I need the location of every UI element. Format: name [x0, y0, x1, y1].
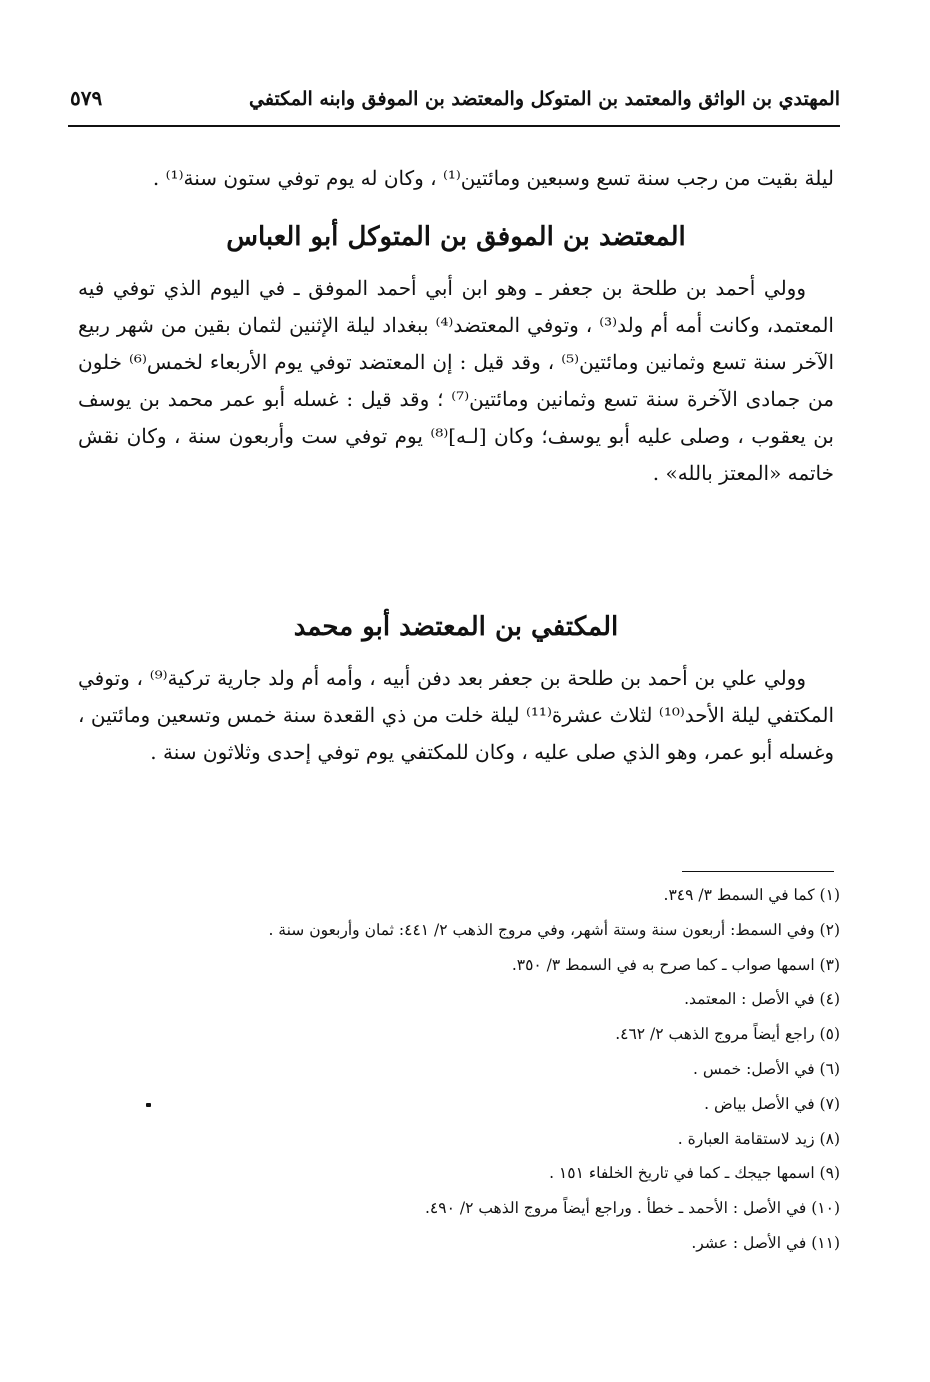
running-title: المهتدي بن الواثق والمعتمد بن المتوكل والمعتضد بن الموفق وابنه المكتفي — [249, 88, 840, 110]
footnote-item: (٤) في الأصل : المعتمد. — [684, 990, 840, 1009]
footnote-item: (١٠) في الأصل : الأحمد ـ خطأ . وراجع أيضاً مروج الذهب ٢/ ٤٩٠. — [424, 1199, 840, 1218]
footnote-item: (٢) وفي السمط: أربعون سنة وستة أشهر، وفي مروج الذهب ٢/ ٤٤١: ثمان وأربعون سنة . — [268, 920, 840, 939]
footnote-item: (٨) زيد لاستقامة العبارة . — [677, 1129, 840, 1148]
header-rule — [68, 125, 840, 127]
section-body-muktafi — [78, 660, 834, 771]
intro-line-block — [78, 160, 834, 197]
footnote-item: (٣) اسمها صواب ـ كما صرح به في السمط ٣/ ٣٥٠. — [511, 955, 840, 974]
footnote-item: (١١) في الأصل : عشر. — [691, 1233, 840, 1252]
footnote-rule — [682, 871, 834, 872]
print-speck — [146, 1103, 151, 1107]
footnotes — [78, 878, 840, 1261]
footnote-item: (٧) في الأصل بياض . — [704, 1094, 840, 1113]
intro-line: ليلة بقيت من رجب سنة تسع وسبعين ومائتين⁽¹⁾ ، وكان له يوم توفي ستون سنة⁽¹⁾ . — [152, 166, 834, 190]
section-title-muktafi: المكتفي بن المعتضد أبو محمد — [293, 612, 619, 642]
footnote-item: (٩) اسمها جيجك ـ كما في تاريخ الخلفاء ١٥١ . — [549, 1164, 840, 1183]
section-body-mutadid — [78, 270, 834, 492]
running-header — [70, 86, 840, 110]
footnote-item: (٦) في الأصل: خمس . — [693, 1059, 840, 1078]
footnote-item: (٥) راجع أيضاً مروج الذهب ٢/ ٤٦٢. — [615, 1025, 840, 1044]
section-title-mutadid: المعتضد بن الموفق بن المتوكل أبو العباس — [226, 222, 686, 252]
paragraph-muktafi: وولي علي بن أحمد بن طلحة بن جعفر بعد دفن أبيه ، وأمه أم ولد جارية تركية⁽⁹⁾ ، وتوفي المكتفي ليلة الأحد⁽¹⁰⁾ لثلاث عشرة⁽¹¹⁾ ليلة خلت من ذي القعدة سنة خمس وتسعين ومائتين ، وغسله أبو عمر، وهو الذي صلى عليه ، وكان للمكتفي يوم توفي إحدى وثلاثون سنة . — [78, 666, 835, 764]
page-number: ٥٧٩ — [70, 86, 103, 110]
paragraph-mutadid: وولي أحمد بن طلحة بن جعفر ـ وهو ابن أبي أحمد الموفق ـ في اليوم الذي توفي فيه المعتمد، وكانت أمه أم ولد⁽³⁾ ، وتوفي المعتضد⁽⁴⁾ ببغداد ليلة الإثنين لثمان بقين من شهر ربيع الآخر سنة تسع وثمانين ومائتين⁽⁵⁾ ، وقد قيل : إن المعتضد توفي يوم الأربعاء لخمس⁽⁶⁾ خلون من جمادى الآخرة سنة تسع وثمانين ومائتين⁽⁷⁾ ؛ وقد قيل : غسله أبو عمر محمد بن يوسف بن يعقوب ، وصلى عليه أبو يوسف؛ وكان [لـه]⁽⁸⁾ يوم توفي ست وأربعون سنة ، وكان نقش خاتمه «المعتز بالله» . — [78, 276, 835, 485]
footnote-item: (١) كما في السمط ٣/ ٣٤٩. — [663, 886, 840, 904]
